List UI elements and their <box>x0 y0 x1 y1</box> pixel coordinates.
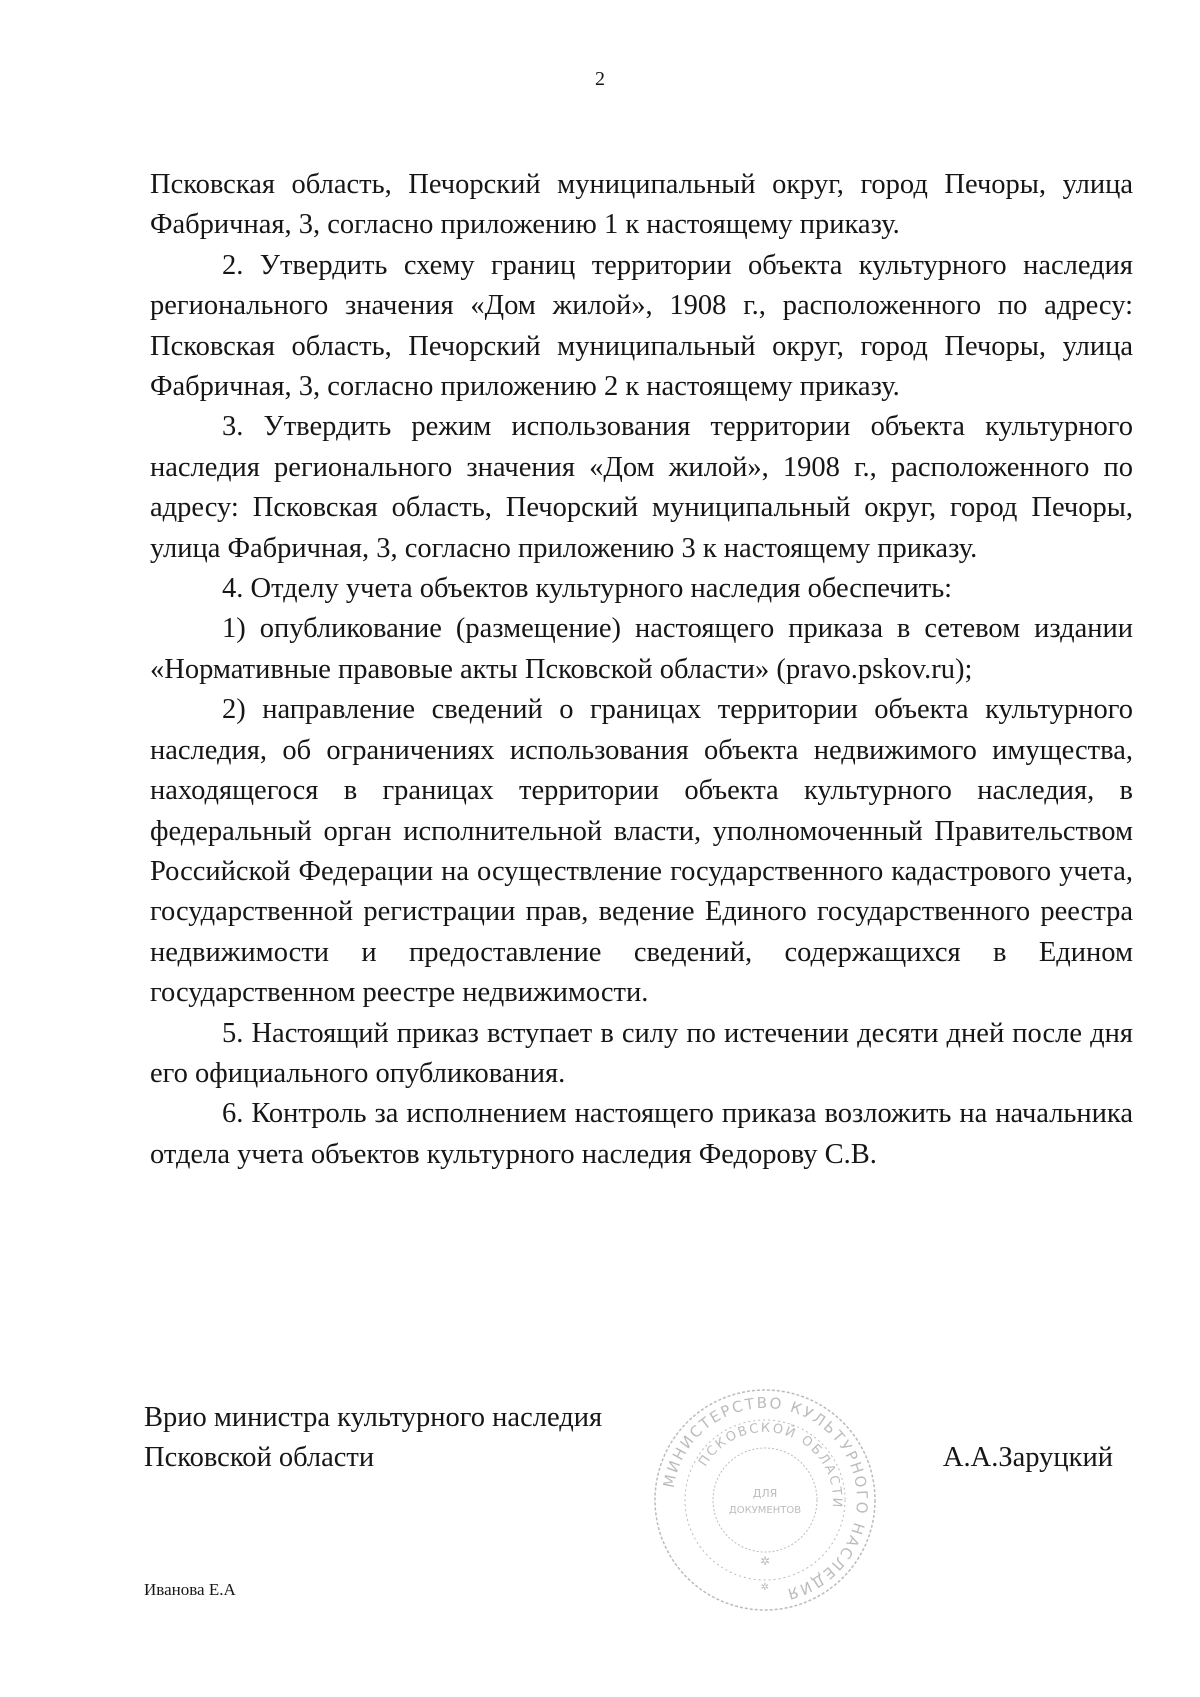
seal-star-icon-lower: ✲ <box>760 1582 770 1593</box>
page-number: 2 <box>595 68 605 90</box>
paragraph-address-continuation: Псковская область, Печорский муниципальный округ, город Печоры, улица Фабричная, 3, согласно приложению 1 к настоящему приказу. <box>150 169 1133 241</box>
paragraph-subitem-1: 1) опубликование (размещение) настоящего приказа в сетевом издании «Нормативные правовые акты Псковской области» (pravo.pskov.ru); <box>150 613 1133 685</box>
signatory-position-line-1: Врио министра культурного наследия <box>144 1402 603 1433</box>
signatory-position <box>144 1398 602 1478</box>
signatory-position-line-2: Псковской области <box>144 1442 375 1473</box>
signatory-name: А.А.Заруцкий <box>942 1442 1113 1473</box>
executor-name: Иванова Е.А <box>144 1580 236 1599</box>
seal-center-text-1: ДЛЯ <box>752 1487 778 1500</box>
seal-outer-text: МИНИСТЕРСТВО КУЛЬТУРНОГО НАСЛЕДИЯ <box>659 1393 872 1604</box>
seal-star-icon: ✲ <box>759 1554 771 1568</box>
paragraph-item-5: 5. Настоящий приказ вступает в силу по истечении десяти дней после дня его официального опубликования. <box>150 1017 1133 1089</box>
seal-inner-text: ПСКОВСКОЙ ОБЛАСТИ <box>696 1420 845 1510</box>
document-body <box>150 165 1133 1175</box>
seal-center-text-2: ДОКУМЕНТОВ <box>728 1505 802 1516</box>
paragraph-item-6: 6. Контроль за исполнением настоящего приказа возложить на начальника отдела учета объектов культурного наследия Федорову С.В. <box>150 1098 1133 1170</box>
paragraph-subitem-2: 2) направление сведений о границах территории объекта культурного наследия, об ограничениях использования объекта недвижимого имущества, находящегося в границах территории объекта культурного наследия, в федеральный орган исполнительной власти, уполномоченный Правительством Российской Федерации на осуществление государственного кадастрового учета, государственной регистрации прав, ведение Единого государственного реестра недвижимости и предоставление сведений, содержащихся в Едином государственном реестре недвижимости. <box>150 694 1133 1009</box>
paragraph-item-2: 2. Утвердить схему границ территории объекта культурного наследия регионального значения «Дом жилой», 1908 г., расположенного по адресу: Псковская область, Печорский муниципальный округ, город Печоры, улица Фабричная, 3, согласно приложению 2 к настоящему приказу. <box>150 249 1133 403</box>
official-seal <box>650 1385 880 1615</box>
paragraph-item-3: 3. Утвердить режим использования территории объекта культурного наследия регионального значения «Дом жилой», 1908 г., расположенного по адресу: Псковская область, Печорский муниципальный округ, город Печоры, улица Фабричная, 3, согласно приложению 3 к настоящему приказу. <box>150 411 1133 564</box>
paragraph-item-4: 4. Отделу учета объектов культурного наследия обеспечить: <box>222 573 953 605</box>
